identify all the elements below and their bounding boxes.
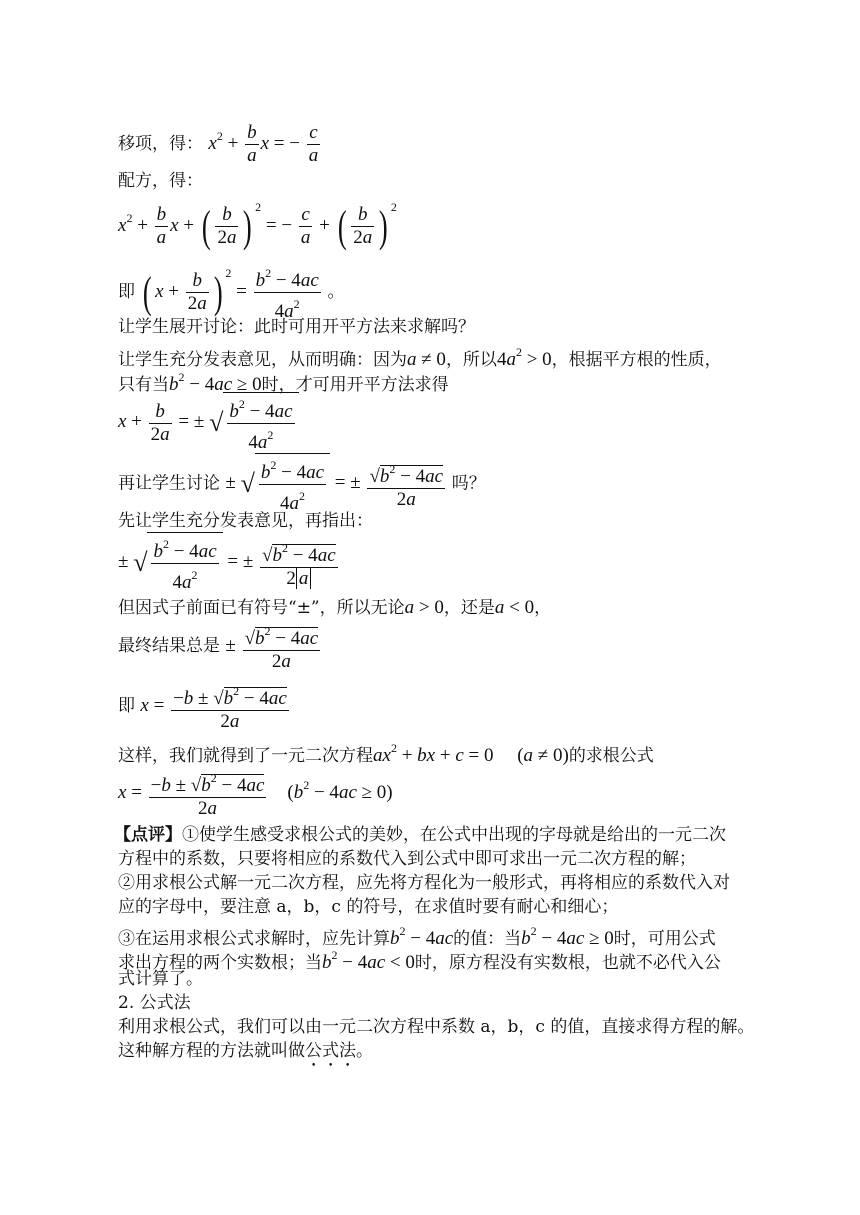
discussion-condition: 只有当$b^2 - 4ac \ge 0$时，才可用开平方法求得	[118, 370, 449, 395]
equation-x: 即 x = $\frac{-b \pm √b^2 - 4ac}{2a}$	[118, 680, 291, 733]
comment-line-2: 方程中的系数，只要将相应的系数代入到公式中即可求出一元二次方程的解；	[118, 849, 696, 869]
section-text-2: 这种解方程的方法就叫做公式法。	[118, 1041, 373, 1061]
comment-line-3: ②用求根公式解一元二次方程，应先将方程化为一般形式，再将相应的系数代入对	[118, 873, 730, 893]
equation-complete-square: $x^2$ + $\frac{b}{a}$ x + ( $\frac{b}{2a}$ ) $^2$ = − $\frac{c}{a}$ + ( $\frac{b}{2a}$ ) $^2$	[118, 200, 397, 251]
step-move-terms	[118, 122, 322, 167]
step-complete-square-label	[118, 170, 203, 192]
teacher-point: 先让学生充分发表意见，再指出：	[118, 511, 373, 531]
comment-title: 【点评】	[114, 825, 182, 845]
text-complete-square: 配方，得：	[118, 171, 203, 191]
quadratic-formula: x = $\frac{-b \pm √b^2 - 4ac}{2a}$ $(b^2 - 4ac \ge 0)$	[118, 767, 393, 820]
comment-line-7: 式计算了。	[118, 969, 203, 989]
comment-line-5: ③在运用求根公式求解时，应先计算$b^2 - 4ac$的值：当$b^2 - 4ac \ge 0$时，可用公式	[118, 924, 716, 949]
section-text-1: 利用求根公式，我们可以由一元二次方程中系数 a，b，c 的值，直接求得方程的解。	[118, 1017, 755, 1037]
comment-line-1: 【点评】①使学生感受求根公式的美妙，在公式中出现的字母就是给出的一元二次	[114, 825, 726, 845]
equation-sqrt: x + $\frac{b}{2a}$ = ± √ $\frac{b^2 - 4ac}{4a^2}$	[118, 392, 299, 454]
final-result: 最终结果总是 ± $\frac{√b^2 - 4ac}{2a}$	[118, 620, 322, 673]
section-title: 2. 公式法	[118, 993, 191, 1013]
text-move-terms: 移项，得：	[118, 133, 203, 154]
discussion-question: 让学生展开讨论：此时可用开平方法来求解吗？	[118, 317, 475, 337]
sign-note: 但因式子前面已有符号“±”，所以无论a > 0，还是a < 0，	[118, 597, 552, 618]
discussion-simplify: 再让学生讨论 ± √ $\frac{b^2 - 4ac}{4a^2}$ = ± $\frac{√b^2 - 4ac}{2a}$ 吗？	[118, 453, 486, 515]
comment-line-4: 应的字母中，要注意 a，b，c 的符号，在求值时要有耐心和细心；	[118, 897, 619, 917]
comment-line-6: 求出方程的两个实数根；当$b^2 - 4ac < 0$时，原方程没有实数根，也就不必代入公	[118, 948, 721, 973]
discussion-conclusion: 让学生充分发表意见，从而明确：因为a ≠ 0，所以$4a^2 > 0$，根据平方根的性质，	[118, 345, 722, 370]
equation-move-terms: $x^2$ + $\frac{b}{a}$ x = − $\frac{c}{a}$	[208, 122, 319, 166]
formula-intro: 这样，我们就得到了一元二次方程$ax^2$ + bx + c = 0 (a ≠ 0)的求根公式	[118, 741, 654, 766]
formula-method-term: 公式法	[305, 1041, 356, 1061]
equation-square-form: 即 ( x + $\frac{b}{2a}$ ) $^2$ = $\frac{b^2 - 4ac}{4a^2}$ 。	[118, 262, 345, 323]
equation-abs: ± √ $\frac{b^2 - 4ac}{4a^2}$ = ± $\frac{√b^2 - 4ac}{2 a}$	[118, 532, 340, 594]
